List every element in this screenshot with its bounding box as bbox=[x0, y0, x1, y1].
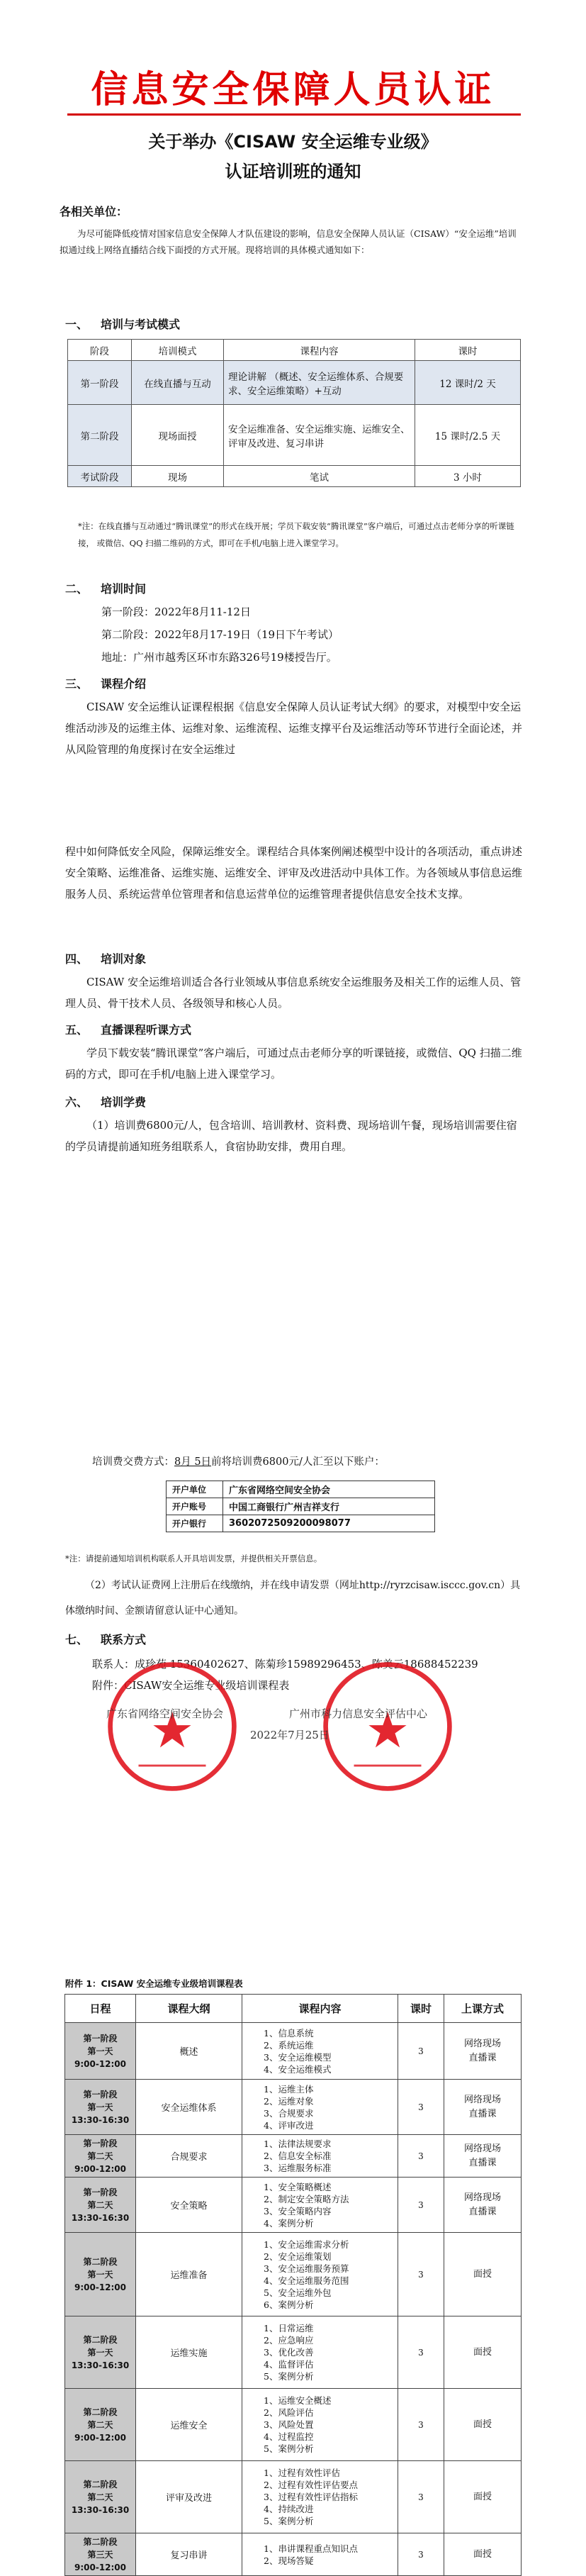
teaching-method-line: 网络现场 bbox=[463, 2094, 501, 2105]
schedule-row bbox=[65, 2178, 522, 2233]
section-title: 联系方式 bbox=[101, 1633, 147, 1646]
course-outline: 合规要求 bbox=[136, 2135, 242, 2178]
teaching-method bbox=[444, 2533, 522, 2576]
section-heading-4 bbox=[65, 950, 146, 966]
teaching-method bbox=[444, 2080, 522, 2135]
course-intro-part-2: 程中如何降低安全风险，保障运维安全。课程结合具体案例阐述模型中设计的各项活动，重点讲述安全策略、运维准备、运维实施、运维安全、评审及改进活动中具体工作。为各领域从事信息运维服务人员、系统运营单位管理者和信息运营单位的运维管理者提供信息安全技术支撑。 bbox=[65, 845, 523, 901]
course-content-item: 1、过程有效性评估 bbox=[264, 2468, 340, 2478]
notice-subtitle-line2: 认证培训班的通知 bbox=[225, 162, 361, 182]
signing-date: 2022年7月25日 bbox=[250, 1729, 329, 1741]
table-cell: 理论讲解 （概述、安全运维体系、合规要求、安全运维策略）+互动 bbox=[224, 361, 415, 405]
course-content-item: 4、安全运维模式 bbox=[264, 2063, 332, 2075]
schedule-date bbox=[65, 2080, 136, 2135]
schedule-row bbox=[65, 2233, 522, 2316]
date-line: 第一天 bbox=[87, 2102, 113, 2112]
course-hours: 3 bbox=[398, 2461, 444, 2533]
teaching-method-line: 面授 bbox=[473, 2548, 492, 2560]
course-schedule-table bbox=[64, 1994, 522, 2576]
schedule-row bbox=[65, 2533, 522, 2576]
column-header: 阶段 bbox=[68, 340, 132, 361]
section-number: 五、 bbox=[65, 1023, 89, 1037]
column-header: 日程 bbox=[65, 1995, 136, 2023]
schedule-date bbox=[65, 2461, 136, 2533]
date-line: 9:00-12:00 bbox=[74, 2432, 127, 2443]
course-content-item: 1、安全策略概述 bbox=[264, 2181, 332, 2192]
signing-org-1: 广东省网络空间安全协会 bbox=[106, 1707, 224, 1720]
date-line: 第二天 bbox=[87, 2492, 113, 2502]
teaching-method bbox=[444, 2316, 522, 2389]
table-header-row bbox=[68, 340, 521, 361]
course-intro-part-1: CISAW 安全运维认证课程根据《信息安全保障人员认证考试大纲》的要求，对模型中安全运维活动涉及的运维主体、运维对象、运维流程、运维支撑平台及运维活动等环节进行全面论述，并从风险管理的角度探讨在安全运维过 bbox=[65, 701, 523, 756]
contact-persons: 联系人：成珍苑 15360402627、陈菊珍15989296453、陈美云18688452239 bbox=[92, 1658, 478, 1671]
date-line: 第二阶段 bbox=[83, 2479, 118, 2489]
course-content-item: 1、运维安全概述 bbox=[264, 2395, 332, 2406]
column-header: 课时 bbox=[415, 340, 521, 361]
live-method-paragraph: 学员下载安装“腾讯课堂”客户端后，可通过点击老师分享的听课链接，或微信、QQ 扫描二维码的方式，即可在手机/电脑上进入课堂学习。 bbox=[65, 1047, 522, 1081]
date-line: 13:30-16:30 bbox=[71, 2114, 130, 2125]
course-hours: 3 bbox=[398, 2316, 444, 2389]
course-content-item: 3、安全策略内容 bbox=[264, 2205, 332, 2217]
document-title: 信息安全保障人员认证 bbox=[91, 69, 495, 111]
date-line: 9:00-12:00 bbox=[74, 2058, 127, 2069]
section-heading-3 bbox=[65, 675, 146, 691]
section-heading-6 bbox=[65, 1093, 146, 1110]
course-content-item: 2、风险评估 bbox=[264, 2407, 314, 2418]
course-content-item: 3、过程有效性评估指标 bbox=[264, 2492, 358, 2502]
bank-account-table bbox=[166, 1481, 435, 1532]
date-line: 第二阶段 bbox=[83, 2536, 118, 2547]
table-cell: 现场 bbox=[132, 466, 224, 487]
table-cell: 12 课时/2 天 bbox=[415, 361, 521, 405]
course-content-item: 2、过程有效性评估要点 bbox=[264, 2480, 358, 2490]
schedule-date bbox=[65, 2316, 136, 2389]
mode-note: *注：在线直播与互动通过“腾讯课堂”的形式在线开展；学员下载安装“腾讯课堂”客户端后，可通过点击老师分享的听课链接， 或微信、QQ 扫描二维码的方式，即可在手机/电脑上进入课堂学习。 bbox=[78, 521, 514, 548]
course-hours: 3 bbox=[398, 2233, 444, 2316]
date-line: 第三天 bbox=[87, 2549, 113, 2560]
schedule-date bbox=[65, 2178, 136, 2233]
date-line: 第一阶段 bbox=[83, 2138, 118, 2148]
course-outline: 运维准备 bbox=[136, 2233, 242, 2316]
course-content-item: 4、评审改进 bbox=[264, 2119, 314, 2131]
payment-suffix: 前将培训费6800元/人汇至以下账户： bbox=[211, 1456, 385, 1468]
course-hours: 3 bbox=[398, 2135, 444, 2178]
section-number: 四、 bbox=[65, 952, 89, 966]
section-title: 直播课程听课方式 bbox=[101, 1023, 192, 1037]
section-title: 培训与考试模式 bbox=[101, 318, 181, 331]
table-row bbox=[167, 1498, 435, 1515]
course-content-item: 2、现场答疑 bbox=[264, 2555, 314, 2566]
training-address: 地址：广州市越秀区环市东路326号19楼授告厅。 bbox=[101, 651, 337, 664]
official-seal-association bbox=[105, 1659, 240, 1794]
course-content-item: 5、安全运维外包 bbox=[264, 2287, 332, 2298]
course-content-item: 3、合规要求 bbox=[264, 2107, 314, 2119]
column-header: 课程内容 bbox=[242, 1995, 398, 2023]
official-seal-assessment-center bbox=[320, 1659, 455, 1794]
course-content-item: 1、串讲课程重点知识点 bbox=[264, 2543, 358, 2554]
attachment-title: 附件 1：CISAW 安全运维专业级培训课程表 bbox=[65, 1978, 243, 1989]
course-content bbox=[242, 2178, 398, 2233]
table-row bbox=[68, 466, 521, 487]
course-content bbox=[242, 2023, 398, 2080]
course-hours: 3 bbox=[398, 2178, 444, 2233]
date-line: 第二阶段 bbox=[83, 2407, 118, 2417]
date-line: 9:00-12:00 bbox=[74, 2282, 127, 2292]
section-number: 二、 bbox=[65, 582, 89, 596]
notice-subtitle-line1: 关于举办《CISAW 安全运维专业级》 bbox=[148, 132, 438, 152]
account-value: 广东省网络空间安全协会 bbox=[223, 1481, 435, 1498]
teaching-method bbox=[444, 2178, 522, 2233]
course-outline: 复习串讲 bbox=[136, 2533, 242, 2576]
column-header: 课程内容 bbox=[224, 340, 415, 361]
teaching-method-line: 直播课 bbox=[468, 2206, 497, 2217]
course-content-item: 2、信息安全标准 bbox=[264, 2151, 332, 2161]
table-row bbox=[167, 1481, 435, 1498]
audience-paragraph: CISAW 安全运维培训适合各行业领域从事信息系统安全运维服务及相关工作的运维人员、管理人员、骨干技术人员、各级领导和核心人员。 bbox=[65, 976, 522, 1010]
teaching-method bbox=[444, 2389, 522, 2461]
table-cell: 考试阶段 bbox=[68, 466, 132, 487]
section-number: 六、 bbox=[65, 1095, 89, 1109]
account-value: 3602072509200098077 bbox=[223, 1515, 435, 1532]
date-line: 第一天 bbox=[87, 2347, 113, 2358]
date-line: 第二天 bbox=[87, 2151, 113, 2161]
fee-paragraph: （1）培训费6800元/人，包含培训、培训教材、资料费、现场培训午餐，现场培训需要住宿的学员请提前通知班务组联系人，食宿协助安排，费用自理。 bbox=[65, 1119, 517, 1153]
date-line: 第二阶段 bbox=[83, 2334, 118, 2345]
course-hours: 3 bbox=[398, 2533, 444, 2576]
section-number: 七、 bbox=[65, 1633, 89, 1646]
course-content-item: 4、持续改进 bbox=[264, 2504, 314, 2514]
teaching-method-line: 网络现场 bbox=[463, 2038, 501, 2049]
course-outline: 安全策略 bbox=[136, 2178, 242, 2233]
intro-paragraph: 为尽可能降低疫情对国家信息安全保障人才队伍建设的影响，信息安全保障人员认证（CISAW）“安全运维”培训拟通过线上网络直播结合线下面授的方式开展。现将培训的具体模式通知如下： bbox=[60, 228, 517, 255]
course-content-item: 2、安全运维策划 bbox=[264, 2251, 332, 2262]
course-content-item: 1、信息系统 bbox=[264, 2027, 314, 2039]
course-content-item: 3、风险处置 bbox=[264, 2419, 314, 2430]
course-content bbox=[242, 2233, 398, 2316]
table-cell: 第一阶段 bbox=[68, 361, 132, 405]
schedule-row bbox=[65, 2316, 522, 2389]
course-content-item: 1、日常运维 bbox=[264, 2323, 314, 2334]
course-outline: 安全运维体系 bbox=[136, 2080, 242, 2135]
date-line: 13:30-16:30 bbox=[71, 2212, 130, 2223]
course-content bbox=[242, 2533, 398, 2576]
course-outline: 评审及改进 bbox=[136, 2461, 242, 2533]
time-phase-2: 第二阶段：2022年8月17-19日（19日下午考试） bbox=[101, 628, 339, 641]
date-line: 第二天 bbox=[87, 2199, 113, 2210]
signing-org-2: 广州市科力信息安全评估中心 bbox=[289, 1707, 428, 1720]
teaching-method-line: 面授 bbox=[473, 2491, 492, 2502]
course-hours: 3 bbox=[398, 2389, 444, 2461]
course-content-item: 3、优化改善 bbox=[264, 2347, 314, 2358]
course-outline: 运维实施 bbox=[136, 2316, 242, 2389]
course-outline: 运维安全 bbox=[136, 2389, 242, 2461]
course-content bbox=[242, 2080, 398, 2135]
column-header: 上课方式 bbox=[444, 1995, 522, 2023]
column-header: 课程大纲 bbox=[136, 1995, 242, 2023]
course-content bbox=[242, 2316, 398, 2389]
course-content-item: 2、系统运维 bbox=[264, 2039, 314, 2051]
course-content bbox=[242, 2389, 398, 2461]
schedule-row bbox=[65, 2080, 522, 2135]
attachment-line: 附件：CISAW安全运维专业级培训课程表 bbox=[92, 1679, 290, 1692]
table-row bbox=[167, 1515, 435, 1532]
section-number: 三、 bbox=[65, 677, 89, 691]
account-value: 中国工商银行广州吉祥支行 bbox=[223, 1498, 435, 1515]
section-number: 一、 bbox=[65, 318, 89, 331]
table-cell: 在线直播与互动 bbox=[132, 361, 224, 405]
teaching-method-line: 网络现场 bbox=[463, 2143, 501, 2154]
section-heading-2 bbox=[65, 580, 146, 596]
course-outline: 概述 bbox=[136, 2023, 242, 2080]
section-heading-1 bbox=[65, 316, 180, 332]
schedule-row bbox=[65, 2023, 522, 2080]
schedule-row bbox=[65, 2389, 522, 2461]
course-content-item: 3、安全运维模型 bbox=[264, 2051, 332, 2063]
teaching-method-line: 面授 bbox=[473, 2346, 492, 2358]
course-content-item: 4、安全运维服务范围 bbox=[264, 2275, 349, 2286]
training-mode-table bbox=[67, 339, 521, 487]
course-content-item: 1、安全运维需求分析 bbox=[264, 2238, 349, 2250]
course-content-item: 4、监督评估 bbox=[264, 2359, 314, 2370]
teaching-method-line: 面授 bbox=[473, 2268, 492, 2280]
teaching-method bbox=[444, 2233, 522, 2316]
teaching-method-line: 直播课 bbox=[468, 2052, 497, 2063]
payment-deadline: 8月 5日 bbox=[174, 1456, 212, 1468]
schedule-date bbox=[65, 2533, 136, 2576]
table-cell: 3 小时 bbox=[415, 466, 521, 487]
course-content-item: 6、案例分析 bbox=[264, 2299, 314, 2310]
section-heading-5 bbox=[65, 1021, 191, 1037]
date-line: 13:30-16:30 bbox=[71, 2360, 130, 2370]
course-content-item: 1、法律法规要求 bbox=[264, 2139, 332, 2149]
schedule-date bbox=[65, 2023, 136, 2080]
column-header: 培训模式 bbox=[132, 340, 224, 361]
table-row bbox=[68, 361, 521, 405]
course-content-item: 5、案例分析 bbox=[264, 2443, 314, 2454]
account-label: 开户账号 bbox=[167, 1498, 223, 1515]
section-title: 课程介绍 bbox=[101, 677, 147, 691]
schedule-date bbox=[65, 2233, 136, 2316]
table-cell: 现场面授 bbox=[132, 405, 224, 466]
course-content bbox=[242, 2135, 398, 2178]
table-cell: 安全运维准备、安全运维实施、运维安全、评审及改进、复习串讲 bbox=[224, 405, 415, 466]
account-label: 开户单位 bbox=[167, 1481, 223, 1498]
time-phase-1: 第一阶段：2022年8月11-12日 bbox=[101, 606, 251, 618]
date-line: 9:00-12:00 bbox=[74, 2163, 127, 2174]
date-line: 第一阶段 bbox=[83, 2187, 118, 2197]
section-title: 培训对象 bbox=[101, 952, 147, 966]
section-title: 培训时间 bbox=[101, 582, 147, 596]
section-heading-7 bbox=[65, 1631, 146, 1647]
date-line: 第一阶段 bbox=[83, 2033, 118, 2043]
column-header: 课时 bbox=[398, 1995, 444, 2023]
schedule-row bbox=[65, 2135, 522, 2178]
course-content-item: 2、运维对象 bbox=[264, 2095, 314, 2107]
date-line: 9:00-12:00 bbox=[74, 2562, 127, 2572]
salutation: 各相关单位： bbox=[60, 205, 128, 218]
red-divider bbox=[67, 113, 521, 116]
course-content-item: 2、应急响应 bbox=[264, 2335, 314, 2346]
course-content-item: 5、案例分析 bbox=[264, 2516, 314, 2526]
payment-prefix: 培训费交费方式： bbox=[92, 1456, 174, 1468]
teaching-method-line: 直播课 bbox=[468, 2108, 497, 2119]
payment-method-line bbox=[92, 1454, 385, 1468]
course-content-item: 3、安全运维服务预算 bbox=[264, 2263, 349, 2274]
course-content-item: 5、案例分析 bbox=[264, 2371, 314, 2382]
course-hours: 3 bbox=[398, 2023, 444, 2080]
date-line: 第二天 bbox=[87, 2419, 113, 2430]
teaching-method-line: 网络现场 bbox=[463, 2192, 501, 2203]
course-content-item: 2、制定安全策略方法 bbox=[264, 2193, 349, 2204]
course-content-item: 4、案例分析 bbox=[264, 2217, 314, 2229]
course-content-item: 4、过程监控 bbox=[264, 2431, 314, 2442]
date-line: 第一阶段 bbox=[83, 2089, 118, 2100]
table-row bbox=[68, 405, 521, 466]
table-cell: 笔试 bbox=[224, 466, 415, 487]
teaching-method bbox=[444, 2135, 522, 2178]
course-hours: 3 bbox=[398, 2080, 444, 2135]
account-label: 开户银行 bbox=[167, 1515, 223, 1532]
course-content-item: 1、运维主体 bbox=[264, 2083, 314, 2095]
teaching-method bbox=[444, 2023, 522, 2080]
date-line: 第一天 bbox=[87, 2269, 113, 2280]
schedule-date bbox=[65, 2135, 136, 2178]
teaching-method-line: 直播课 bbox=[468, 2157, 497, 2168]
schedule-date bbox=[65, 2389, 136, 2461]
course-content-item: 3、运维服务标准 bbox=[264, 2163, 332, 2173]
course-content bbox=[242, 2461, 398, 2533]
exam-fee-paragraph: （2）考试认证费网上注册后在线缴纳，并在线申请发票（网址http://ryrzcisaw.isccc.gov.cn）具体缴纳时间、金额请留意认证中心通知。 bbox=[65, 1580, 521, 1617]
table-cell: 15 课时/2.5 天 bbox=[415, 405, 521, 466]
table-cell: 第二阶段 bbox=[68, 405, 132, 466]
date-line: 第一天 bbox=[87, 2046, 113, 2056]
section-title: 培训学费 bbox=[101, 1095, 147, 1109]
teaching-method-line: 面授 bbox=[473, 2419, 492, 2430]
date-line: 13:30-16:30 bbox=[71, 2504, 130, 2515]
teaching-method bbox=[444, 2461, 522, 2533]
fee-note: *注：请提前通知培训机构联系人开具培训发票，并提供相关开票信息。 bbox=[65, 1554, 322, 1563]
table-header-row bbox=[65, 1995, 522, 2023]
date-line: 第二阶段 bbox=[83, 2256, 118, 2267]
schedule-row bbox=[65, 2461, 522, 2533]
